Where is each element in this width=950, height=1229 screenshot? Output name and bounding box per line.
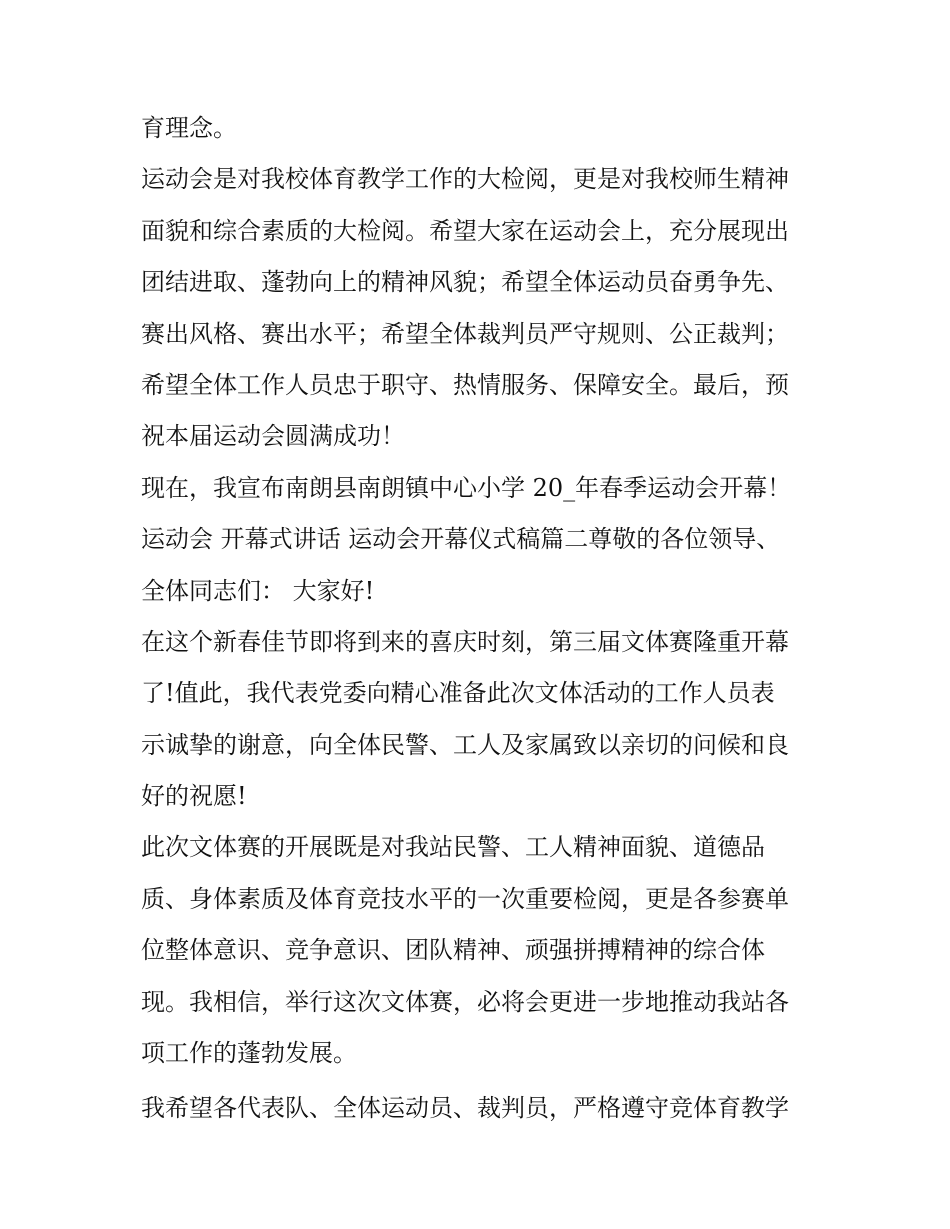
text-line: 运动会是对我校体育教学工作的大检阅，更是对我校师生精神 [141, 165, 789, 194]
text-line: 现在，我宣布南朗县南朗镇中心小学 20_年春季运动会开幕！ [141, 473, 792, 502]
text-line: 赛出风格、赛出水平；希望全体裁判员严守规则、公正裁判； [141, 319, 789, 348]
text-line: 质、身体素质及体育竞技水平的一次重要检阅，更是各参赛单 [141, 884, 789, 913]
text-line: 示诚挚的谢意，向全体民警、工人及家属致以亲切的问候和良 [141, 730, 789, 759]
text-line: 希望全体工作人员忠于职守、热情服务、保障安全。最后，预 [141, 370, 789, 399]
text-line: 项工作的蓬勃发展。 [141, 1039, 357, 1068]
text-line: 育理念。 [141, 114, 237, 142]
text-line: 祝本届运动会圆满成功！ [141, 422, 405, 451]
document-body [141, 103, 821, 1135]
text-line: 运动会 开幕式讲话 运动会开幕仪式稿篇二尊敬的各位领导、 [141, 525, 781, 554]
text-line: 在这个新春佳节即将到来的喜庆时刻，第三届文体赛隆重开幕 [141, 627, 789, 656]
text-line: 好的祝愿! [141, 782, 247, 811]
text-line: 全体同志们： 大家好! [141, 576, 375, 605]
text-line: 团结进取、蓬勃向上的精神风貌；希望全体运动员奋勇争先、 [141, 268, 789, 297]
text-line: 现。我相信，举行这次文体赛，必将会更进一步地推动我站各 [141, 987, 789, 1016]
text-line: 此次文体赛的开展既是对我站民警、工人精神面貌、道德品 [141, 833, 765, 862]
text-line: 我希望各代表队、全体运动员、裁判员，严格遵守竞体育教学 [141, 1094, 789, 1123]
text-line: 位整体意识、竞争意识、团队精神、顽强拼搏精神的综合体 [141, 936, 765, 965]
text-line: 了!值此，我代表党委向精心准备此次文体活动的工作人员表 [141, 679, 775, 708]
text-line: 面貌和综合素质的大检阅。希望大家在运动会上，充分展现出 [141, 216, 789, 245]
